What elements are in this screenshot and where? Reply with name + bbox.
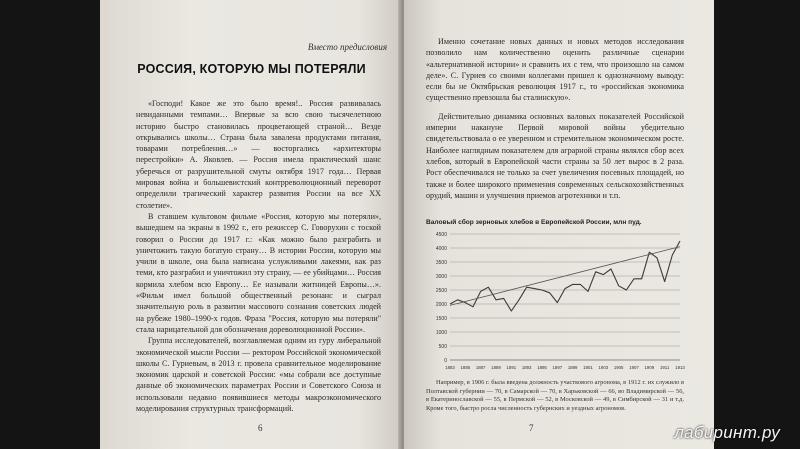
x-tick-label: 1893 bbox=[521, 365, 532, 370]
y-tick-label: 4000 bbox=[435, 246, 447, 252]
x-tick-label: 1885 bbox=[460, 365, 471, 370]
y-tick-label: 4500 bbox=[435, 232, 447, 238]
right-body-text bbox=[426, 36, 684, 201]
left-page bbox=[100, 0, 403, 449]
x-tick-label: 1913 bbox=[675, 365, 685, 370]
x-tick-label: 1891 bbox=[506, 365, 517, 370]
chart-title: Валовый сбор зерновых хлебов в Европейской России, млн пуд. bbox=[426, 219, 642, 226]
y-tick-label: 2000 bbox=[435, 302, 447, 308]
y-tick-label: 500 bbox=[438, 344, 447, 350]
y-tick-label: 3000 bbox=[435, 274, 447, 280]
x-tick-label: 1895 bbox=[537, 365, 547, 370]
x-tick-label: 1903 bbox=[598, 365, 609, 370]
chart-svg bbox=[426, 228, 686, 376]
left-body-text bbox=[136, 98, 381, 414]
x-tick-label: 1909 bbox=[644, 365, 655, 370]
x-tick-label: 1905 bbox=[613, 365, 624, 370]
right-page bbox=[404, 0, 714, 449]
paragraph: Именно сочетание новых данных и новых методов исследования позволило нам количественно оценить различные сценарии «альтернативной истории» и сравнить их с тем, что произошло на самом деле». С. Гуриев со своими коллегами пришел к однозначному выводу: если бы не Октябрьская революция 1917 г., то «российская экономика существенно превзошла бы сталинскую». bbox=[426, 37, 684, 103]
watermark-logo: лабиринт.ру bbox=[674, 423, 780, 442]
x-tick-label: 1907 bbox=[629, 365, 639, 370]
paragraph: В ставшем культовом фильме «Россия, которую мы потеряли», вышедшем на экраны в 1992 г., его режиссер С. Говорухин с тоской говорил о России до 1917 г.: «Как можно было разграбить и уничтожить такую богатую страну… В истории России, которую мы учили в школе, она была написана услужливыми лакеями, как раз теми, кто разграбил и уничтожил эту страну, — ее убийцами… Россия кормила хлебом всю Европу… Ее называли житницей Европы…». «Фильм имел большой общественный резонанс и сыграл значительную роль в развитии массового сознания советских людей на рубеже 1980–1990-х годов. Фраза "Россия, которую мы потеряли" стала нарицательной для обозначения дореволюционной России». bbox=[136, 211, 381, 334]
x-tick-label: 1887 bbox=[475, 365, 486, 370]
page-number-right: 7 bbox=[529, 423, 534, 433]
running-head: Вместо предисловия bbox=[307, 42, 387, 52]
x-tick-label: 1901 bbox=[583, 365, 593, 370]
y-tick-label: 2500 bbox=[435, 288, 447, 294]
paragraph: Группа исследователей, возглавляемая одним из гуру либеральной экономической мысли России — ректором Российской экономической школы С. Гуриевым, в 2013 г. провела сравнительное моделирование экономик царской и советской России: «мы собрали все доступные данные об экономических параметрах России и Советского Союза и использовали недавно появившиеся методы макроэкономического моделирования структурных трансформаций. bbox=[136, 336, 381, 414]
y-tick-label: 3500 bbox=[435, 260, 447, 266]
footnote bbox=[426, 379, 684, 414]
chapter-title: РОССИЯ, КОТОРУЮ МЫ ПОТЕРЯЛИ bbox=[137, 62, 366, 76]
grain-harvest-chart bbox=[426, 228, 686, 376]
paragraph: «Господи! Какое же это было время!.. Россия развивалась невиданными темпами… Впервые за всю свою тысячелетнюю историю быстро становилась процветающей страной… Везде открывались школы… Страна была завалена продуктами питания, товарами потребления…» — восторгались «архитекторы перестройки» А. Яковлев. — Россия имела практический шанс уберечься от разрушительной смуты октября 1917 года… Первая мировая война и большевистский контрреволюционный переворот определили трагический характер развития России на все XX столетие». bbox=[136, 99, 381, 210]
paragraph: Действительно динамика основных валовых показателей Российской империи накануне Первой мировой войны убедительно свидетельствовала о ее уверенном и стремительном экономическом росте. Наиболее наглядным показателем для аграрной страны являлся сбор всех хлебов, который в Европейской части страны за 50 лет вырос в 2 раза. Рост обеспечивался не только за счет увеличения посевных площадей, но также и более широкого применения современных сельскохозяйственных орудий, машин и улучшения приемов агротехники и т.п. bbox=[426, 111, 684, 200]
x-tick-label: 1883 bbox=[445, 365, 455, 370]
x-tick-label: 1911 bbox=[660, 365, 670, 370]
x-tick-label: 1899 bbox=[567, 365, 578, 370]
x-tick-label: 1897 bbox=[552, 365, 563, 370]
y-tick-label: 1500 bbox=[435, 316, 447, 322]
page-number-left: 6 bbox=[258, 423, 263, 433]
x-tick-label: 1889 bbox=[491, 365, 501, 370]
y-tick-label: 0 bbox=[444, 358, 447, 364]
y-tick-label: 1000 bbox=[435, 330, 447, 336]
footnote-text: Например, в 1906 г. была введена должность участкового агронома, в 1912 г. их служило в Полтавской губернии — 70, в Самарской — 70, в Харьковской — 66, во Владимирской — 56, в Екатеринославской — 55, в Пермской — 52, в Московской — 49, в Симбирской — 31 и т.д. Кроме того, быстро росла численность губернских и уездных агрономов. bbox=[426, 379, 684, 413]
